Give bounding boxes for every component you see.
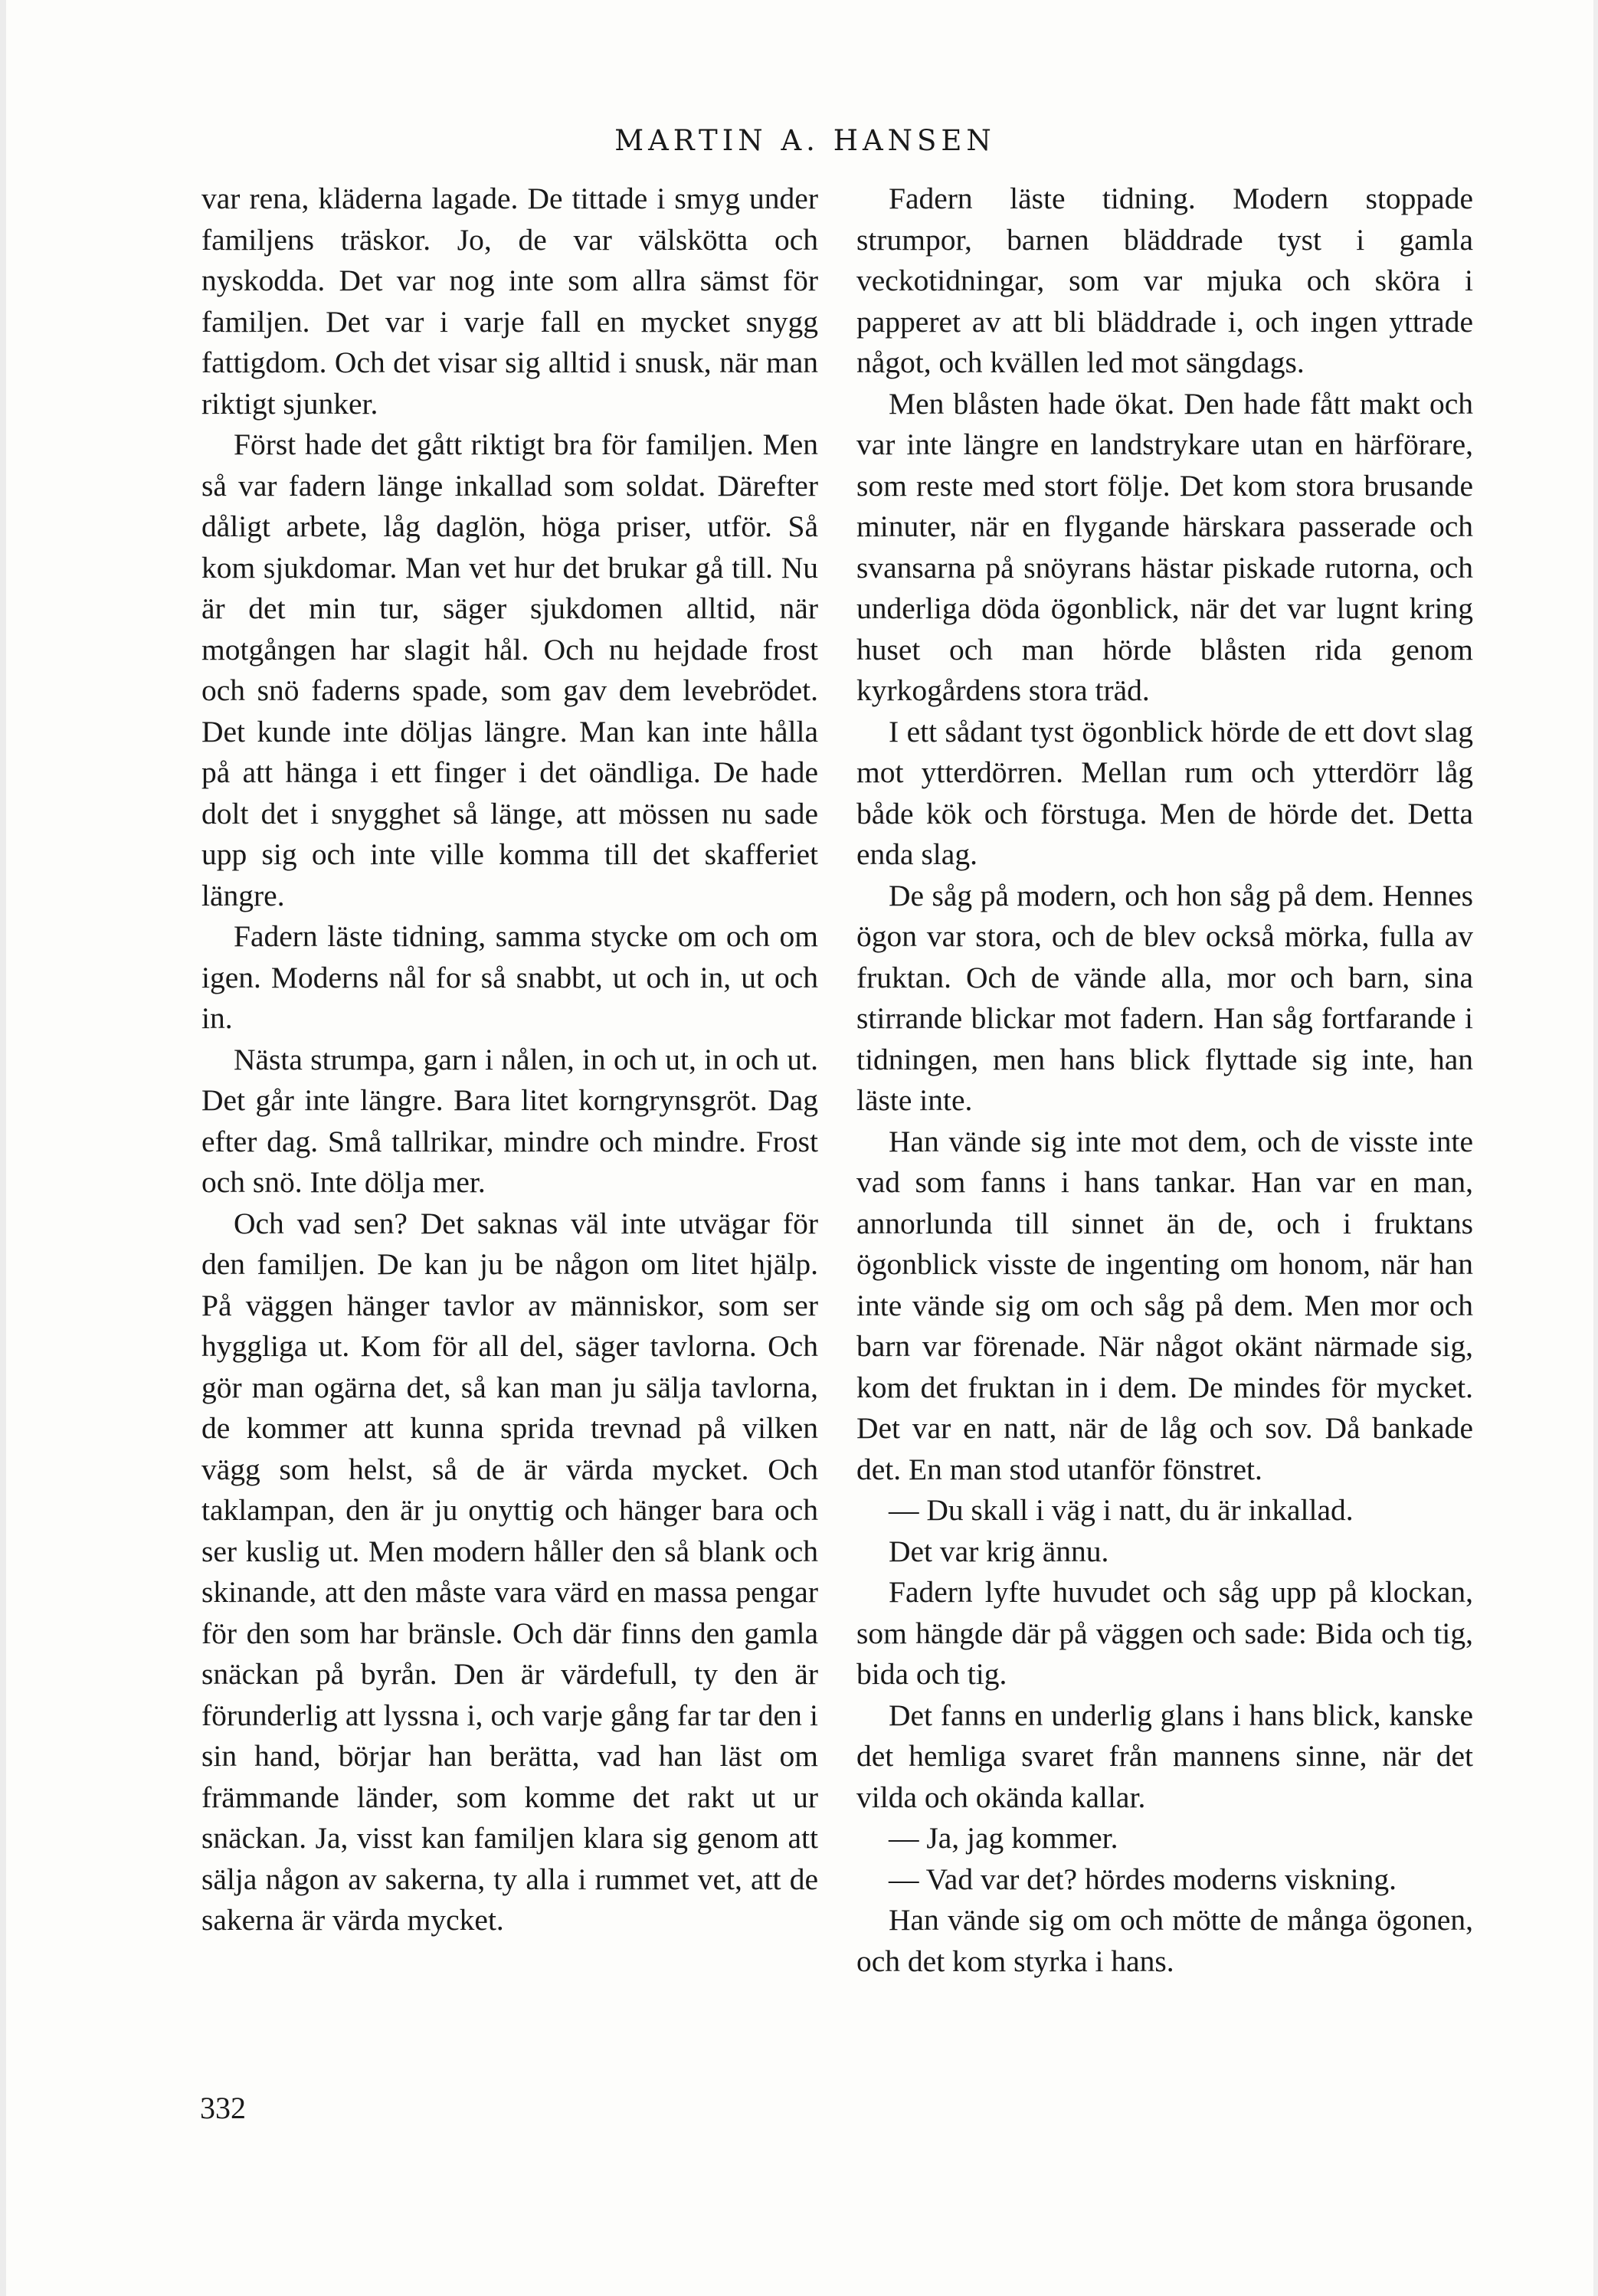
right-column — [856, 179, 1473, 1982]
paragraph: Han vände sig inte mot dem, och de visste inte vad som fanns i hans tankar. Han var en man, annorlunda till sinnet än de, och i fruktans ögonblick visste de ingenting om honom, när han inte vände sig om och såg på dem. Men mor och barn var förenade. När något okänt närmade sig, kom det fruktan in i dem. De mindes för mycket. Det var en natt, när de låg och sov. Då bankade det. En man stod utanför fönstret. — [856, 1124, 1473, 1486]
paragraph: Det var krig ännu. — [889, 1534, 1109, 1568]
paragraph: I ett sådant tyst ögonblick hörde de ett dovt slag mot ytterdörren. Mellan rum och ytterdörr låg både kök och förstuga. Men de hörde det. Detta enda slag. — [856, 714, 1473, 871]
paragraph: Han vände sig om och mötte de många ögonen, och det kom styrka i hans. — [856, 1903, 1473, 1978]
paragraph: De såg på modern, och hon såg på dem. Hennes ögon var stora, och de blev också mörka, fulla av fruktan. Och de vände alla, mor och barn, sina stirrande blickar mot fadern. Han såg fortfarande i tidningen, men hans blick flyttade sig inte, han läste inte. — [856, 878, 1473, 1117]
paragraph: Nästa strumpa, garn i nålen, in och ut, in och ut. Det går inte längre. Bara litet korngrynsgröt. Dag efter dag. Små tallrikar, mindre och mindre. Frost och snö. Inte dölja mer. — [201, 1042, 818, 1199]
running-head: MARTIN A. HANSEN — [614, 124, 996, 157]
paragraph: Fadern läste tidning. Modern stoppade strumpor, barnen bläddrade tyst i gamla veckotidningar, som var mjuka och sköra i papperet av att bli bläddrade i, och ingen yttrade något, och kvällen led mot sängdags. — [856, 182, 1473, 379]
paragraph: — Ja, jag kommer. — [889, 1821, 1118, 1855]
page-number: 332 — [200, 2091, 246, 2125]
paragraph: Men blåsten hade ökat. Den hade fått makt och var inte längre en landstrykare utan en härförare, som reste med stort följe. Det kom stora brusande minuter, när en flygande härskara passerade och svansarna på snöyrans hästar piskade rutorna, och underliga döda ögonblick, när det var lugnt kring huset och man hörde blåsten rida genom kyrkogårdens stora träd. — [856, 386, 1473, 707]
left-column — [201, 179, 818, 1941]
paragraph: — Du skall i väg i natt, du är inkallad. — [889, 1493, 1354, 1527]
paragraph: — Vad var det? hördes moderns viskning. — [889, 1862, 1397, 1896]
paragraph: Först hade det gått riktigt bra för familjen. Men så var fadern länge inkallad som soldat. Därefter dåligt arbete, låg daglön, höga priser, utför. Så kom sjukdomar. Man vet hur det brukar gå till. Nu är det min tur, säger sjukdomen alltid, när motgången har slagit hål. Och nu hejdade frost och snö faderns spade, som gav dem levebrödet. Det kunde inte döljas längre. Man kan inte hålla på att hänga i ett finger i det oändliga. De hade dolt det i snygghet så länge, att mössen nu sade upp sig och inte ville komma till det skafferiet längre. — [201, 427, 818, 912]
paragraph: Fadern läste tidning, samma stycke om och om igen. Moderns nål for så snabbt, ut och in, ut och in. — [201, 919, 818, 1035]
paragraph: var rena, kläderna lagade. De tittade i smyg under familjens träskor. Jo, de var välskötta och nyskodda. Det var nog inte som allra sämst för familjen. Det var i varje fall en mycket snygg fattigdom. Och det visar sig alltid i snusk, när man riktigt sjunker. — [201, 182, 818, 421]
paragraph: Det fanns en underlig glans i hans blick, kanske det hemliga svaret från mannens sinne, när det vilda och okända kallar. — [856, 1698, 1473, 1814]
paragraph: Och vad sen? Det saknas väl inte utvägar för den familjen. De kan ju be någon om litet hjälp. På väggen hänger tavlor av människor, som ser hyggliga ut. Kom för all del, säger tavlorna. Och gör man ogärna det, så kan man ju sälja tavlorna, de kommer att kunna sprida trevnad på vilken vägg som helst, så de är värda mycket. Och taklampan, den är ju onyttig och hänger bara och ser kuslig ut. Men modern håller den så blank och skinande, att den måste vara värd en massa pengar för den som har bränsle. Och där finns den gamla snäckan på byrån. Den är värdefull, ty den är förunderlig att lyssna i, och varje gång far tar den i sin hand, börjar han berätta, vad han läst om främmande länder, som komme det rakt ut ur snäckan. Ja, visst kan familjen klara sig genom att sälja någon av sakerna, ty alla i rummet vet, att de sakerna är värda mycket. — [201, 1206, 818, 1937]
paragraph: Fadern lyfte huvudet och såg upp på klockan, som hängde där på väggen och sade: Bida och tig, bida och tig. — [856, 1575, 1473, 1691]
